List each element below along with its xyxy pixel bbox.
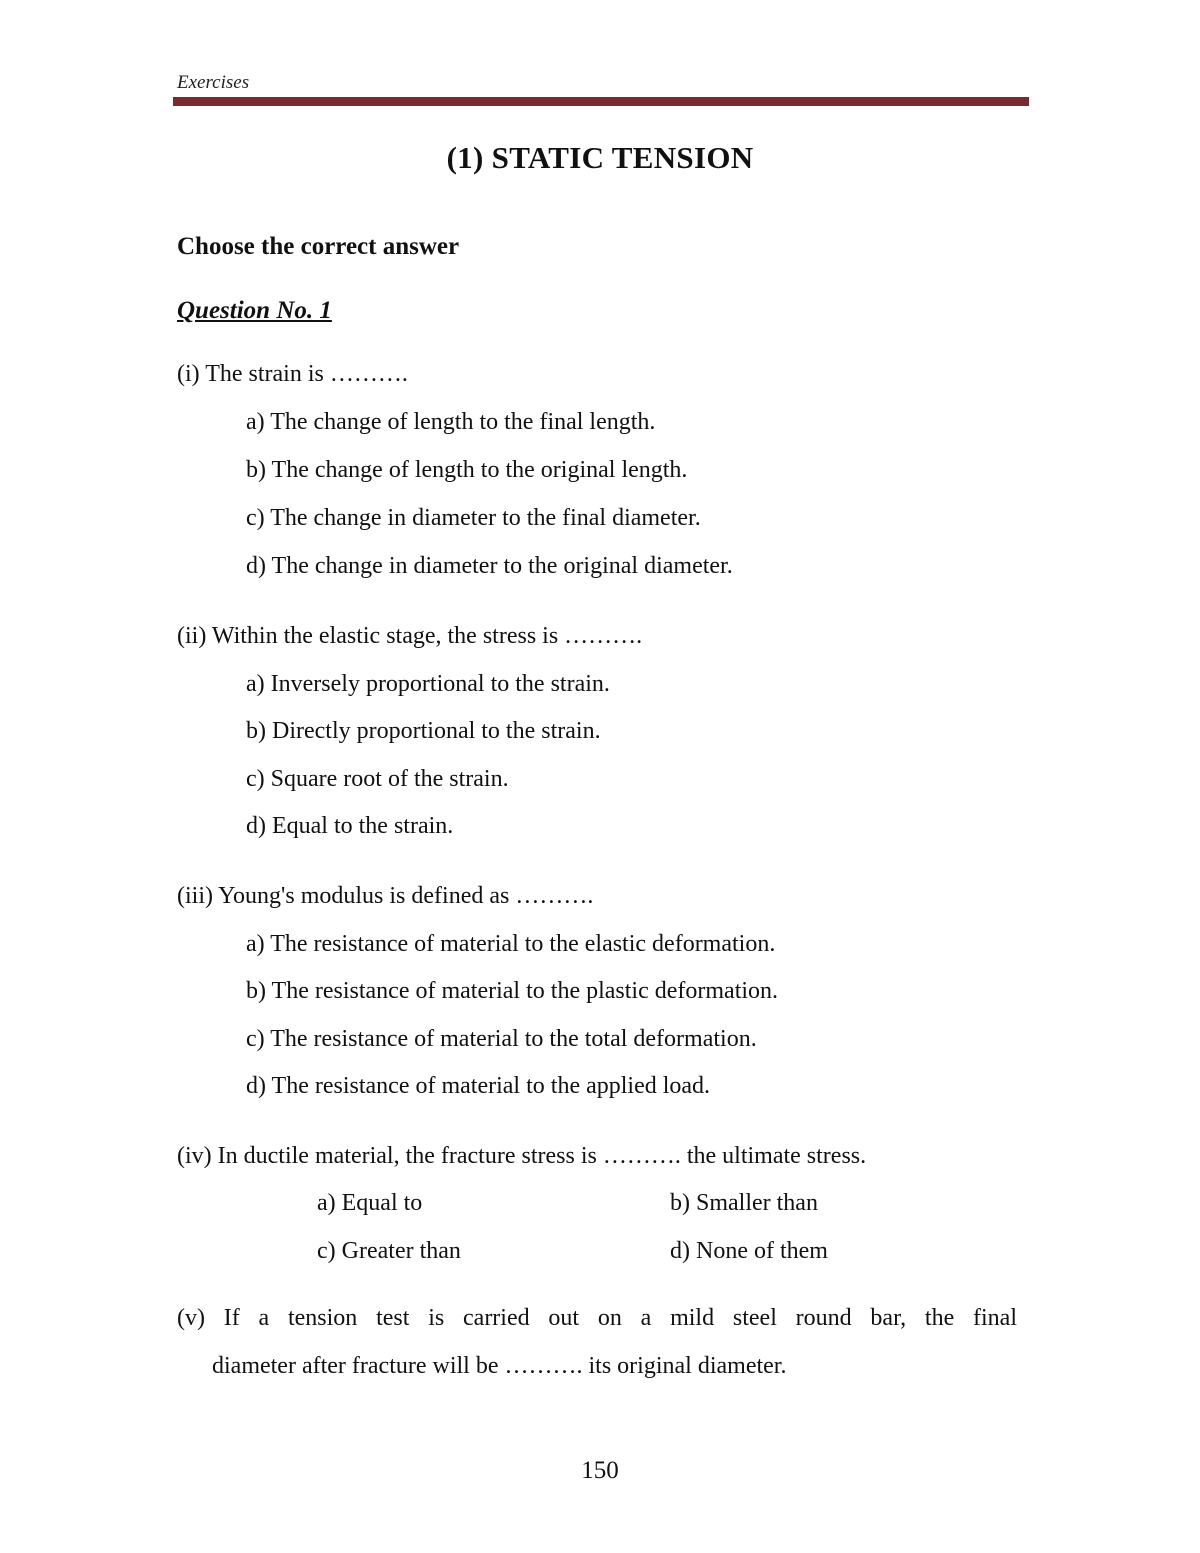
running-header: Exercises xyxy=(177,72,250,93)
question-4-option-c: c) Greater than xyxy=(317,1238,461,1264)
page-number: 150 xyxy=(581,1457,619,1484)
instruction-text: Choose the correct answer xyxy=(177,233,460,260)
question-5-stem-line-2: diameter after fracture will be ………. its original diameter. xyxy=(212,1353,787,1379)
question-heading: Question No. 1 xyxy=(177,297,332,324)
question-4-option-d: d) None of them xyxy=(670,1238,828,1264)
question-3-option-a: a) The resistance of material to the elastic deformation. xyxy=(246,931,776,957)
question-1-option-d: d) The change in diameter to the original diameter. xyxy=(246,553,733,579)
question-3-stem: (iii) Young's modulus is defined as ………. xyxy=(177,883,594,909)
page-title: (1) STATIC TENSION xyxy=(446,140,754,175)
question-2-option-d: d) Equal to the strain. xyxy=(246,813,454,839)
question-4-stem: (iv) In ductile material, the fracture stress is ………. the ultimate stress. xyxy=(177,1143,867,1169)
question-5-stem-line-1: (v) If a tension test is carried out on a mild steel round bar, the final xyxy=(177,1305,1017,1331)
header-rule xyxy=(173,97,1029,106)
question-3-option-b: b) The resistance of material to the plastic deformation. xyxy=(246,978,779,1004)
question-4-option-a: a) Equal to xyxy=(317,1190,423,1216)
question-1-option-b: b) The change of length to the original length. xyxy=(246,457,688,483)
question-3-option-d: d) The resistance of material to the applied load. xyxy=(246,1073,711,1099)
question-4-option-b: b) Smaller than xyxy=(670,1190,818,1216)
question-2-option-b: b) Directly proportional to the strain. xyxy=(246,718,601,744)
question-2-option-c: c) Square root of the strain. xyxy=(246,766,509,792)
question-2-stem: (ii) Within the elastic stage, the stress is ………. xyxy=(177,623,643,649)
question-1-stem: (i) The strain is ………. xyxy=(177,361,408,387)
question-2-option-a: a) Inversely proportional to the strain. xyxy=(246,671,610,697)
question-1-option-a: a) The change of length to the final length. xyxy=(246,409,656,435)
question-3-option-c: c) The resistance of material to the total deformation. xyxy=(246,1026,757,1052)
question-1-option-c: c) The change in diameter to the final diameter. xyxy=(246,505,701,531)
